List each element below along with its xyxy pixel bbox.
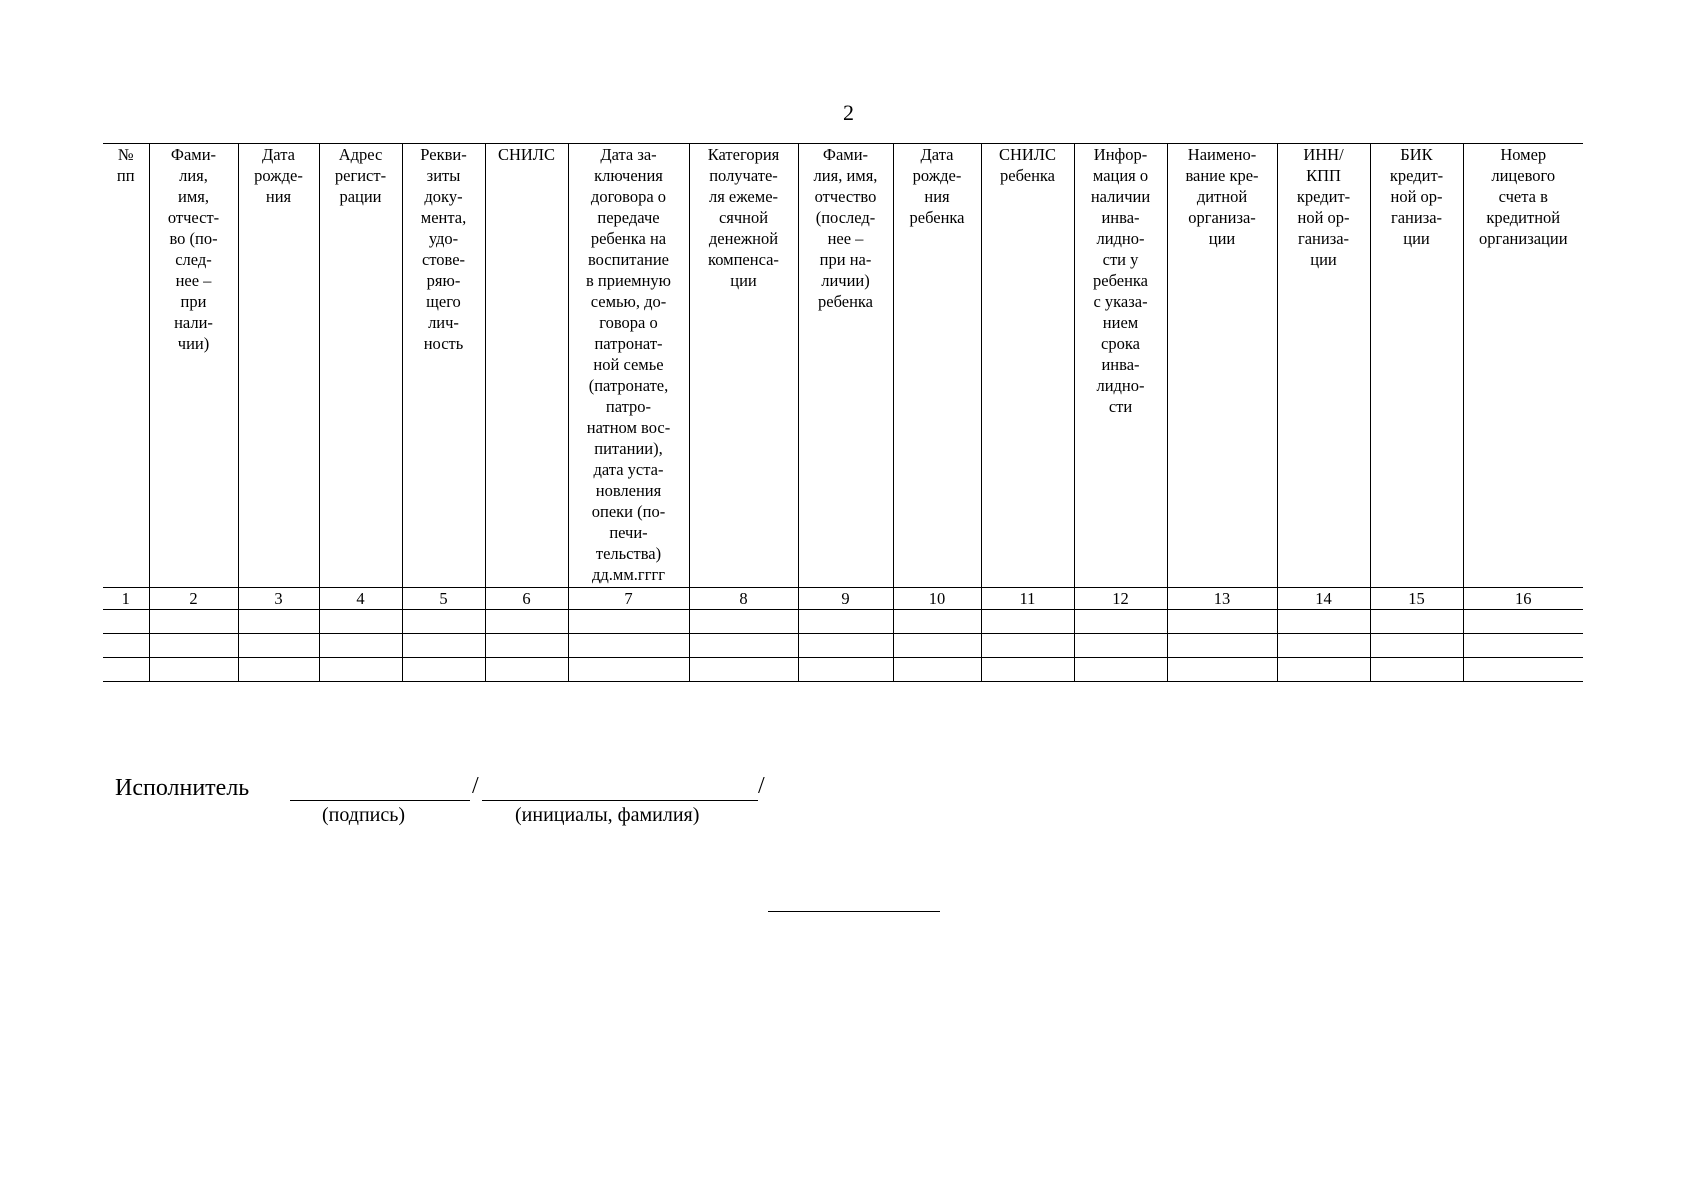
table-cell[interactable] [1074,658,1167,682]
header-cell-number: № пп [103,144,149,588]
column-number: 16 [1463,588,1583,610]
column-number: 12 [1074,588,1167,610]
closing-rule [768,911,940,912]
table-cell[interactable] [568,610,689,634]
data-rows [103,610,1583,682]
table-cell[interactable] [1463,610,1583,634]
header-cell-snils: СНИЛС [485,144,568,588]
table-cell[interactable] [1277,634,1370,658]
table-cell[interactable] [149,658,238,682]
column-number: 15 [1370,588,1463,610]
table-cell[interactable] [149,610,238,634]
table-cell[interactable] [1167,658,1277,682]
table-cell[interactable] [1277,658,1370,682]
table-cell[interactable] [319,610,402,634]
column-number-row [103,588,1583,610]
table-cell[interactable] [238,658,319,682]
table-cell[interactable] [568,634,689,658]
header-cell-child-birth-date: Дата рожде- ния ребенка [893,144,981,588]
table-cell[interactable] [402,610,485,634]
table-cell[interactable] [402,658,485,682]
table-cell[interactable] [1370,658,1463,682]
table-cell[interactable] [485,658,568,682]
column-number: 11 [981,588,1074,610]
column-number: 10 [893,588,981,610]
table-row [103,634,1583,658]
table-cell[interactable] [981,634,1074,658]
table-cell[interactable] [1074,610,1167,634]
column-number: 2 [149,588,238,610]
table-cell[interactable] [238,610,319,634]
table-cell[interactable] [402,634,485,658]
table-cell[interactable] [798,658,893,682]
table-cell[interactable] [1277,610,1370,634]
column-number: 1 [103,588,149,610]
column-number: 13 [1167,588,1277,610]
table-cell[interactable] [1370,610,1463,634]
signature-blank[interactable] [290,774,470,801]
table-cell[interactable] [568,658,689,682]
table-cell[interactable] [1370,634,1463,658]
header-cell-recipient-category: Категория получате- ля ежеме- сячной денежной компенса- ции [689,144,798,588]
table-cell[interactable] [319,658,402,682]
table-cell[interactable] [1167,634,1277,658]
table-cell[interactable] [238,634,319,658]
table-row [103,610,1583,634]
table-cell[interactable] [149,634,238,658]
page-number: 2 [843,100,854,125]
column-number: 14 [1277,588,1370,610]
table-cell[interactable] [103,610,149,634]
header-cell-bank-inn-kpp: ИНН/ КПП кредит- ной ор- ганиза- ции [1277,144,1370,588]
table-cell[interactable] [981,658,1074,682]
name-blank[interactable] [482,774,758,801]
header-cell-bank-bik: БИК кредит- ной ор- ганиза- ции [1370,144,1463,588]
name-closing-slash: / [758,773,765,799]
header-cell-birth-date: Дата рожде- ния [238,144,319,588]
signature-caption: (подпись) [322,804,406,826]
header-cell-full-name: Фами- лия, имя, отчест- во (по- след- нее – при нали- чии) [149,144,238,588]
table-cell[interactable] [689,634,798,658]
column-number: 9 [798,588,893,610]
name-caption: (инициалы, фамилия) [515,804,700,826]
table-cell[interactable] [103,658,149,682]
table-cell[interactable] [689,610,798,634]
table-cell[interactable] [485,634,568,658]
table-cell[interactable] [103,634,149,658]
column-number: 7 [568,588,689,610]
recipients-table [103,143,1583,682]
table-cell[interactable] [1463,634,1583,658]
header-cell-id-document: Рекви- зиты доку- мента, удо- стове- ряю- щего лич- ность [402,144,485,588]
header-cell-child-name: Фами- лия, имя, отчество (послед- нее – при на- личии) ребенка [798,144,893,588]
table-cell[interactable] [798,610,893,634]
column-number: 6 [485,588,568,610]
column-number: 5 [402,588,485,610]
table-cell[interactable] [981,610,1074,634]
table-cell[interactable] [893,610,981,634]
header-row [103,144,1583,588]
table-cell[interactable] [1074,634,1167,658]
header-cell-bank-name: Наимено- вание кре- дитной организа- ции [1167,144,1277,588]
column-number: 8 [689,588,798,610]
column-number: 4 [319,588,402,610]
signature-separator: / [472,773,479,799]
table-cell[interactable] [893,658,981,682]
header-cell-disability-info: Инфор- мация о наличии инва- лидно- сти у ребенка с указа- нием срока инва- лидно- сти [1074,144,1167,588]
header-cell-contract-date: Дата за- ключения договора о передаче ребенка на воспитание в приемную семью, до- говора о патронат- ной семье (патронате, патро- натном вос- питании), дата уста- новления опеки (по- печи- тельства) дд.мм.гггг [568,144,689,588]
table-cell[interactable] [893,634,981,658]
header-cell-account-number: Номер лицевого счета в кредитной организации [1463,144,1583,588]
table-cell[interactable] [1167,610,1277,634]
table-row [103,658,1583,682]
executor-label: Исполнитель [115,775,250,801]
column-number: 3 [238,588,319,610]
header-cell-child-snils: СНИЛС ребенка [981,144,1074,588]
table-cell[interactable] [485,610,568,634]
table-cell[interactable] [319,634,402,658]
table-cell[interactable] [689,658,798,682]
table-cell[interactable] [798,634,893,658]
header-cell-registration-address: Адрес регист- рации [319,144,402,588]
table-cell[interactable] [1463,658,1583,682]
